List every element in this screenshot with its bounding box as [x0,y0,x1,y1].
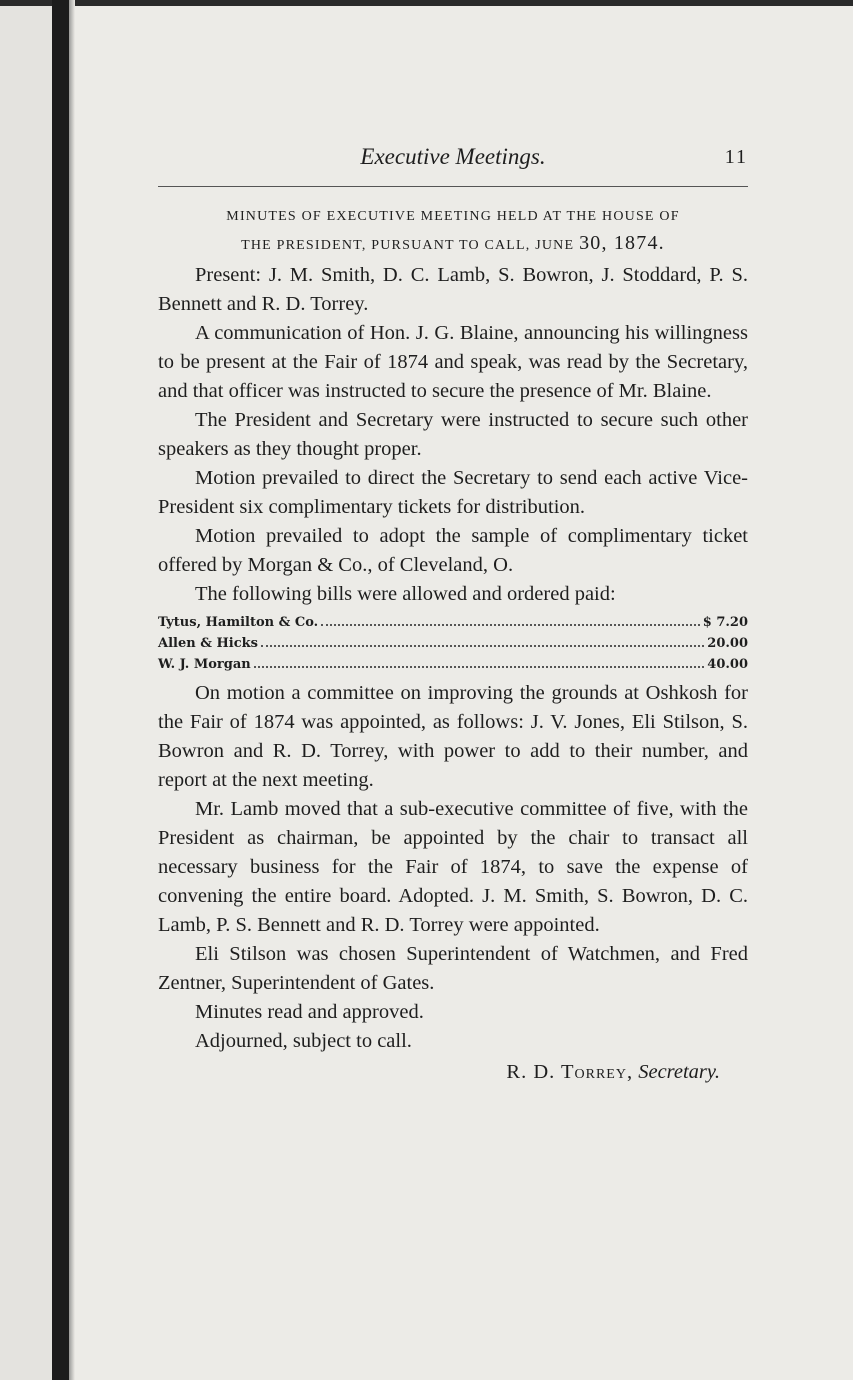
signature-name: R. D. Torrey, [506,1061,634,1083]
bills-list [158,612,748,675]
title-line-2-text: THE PRESIDENT, PURSUANT TO CALL, JUNE [241,238,575,253]
paragraph-blaine: A communication of Hon. J. G. Blaine, announcing his willingness to be present at the Fair of 1874 and speak, was read by the Secretary, and that officer was instructed to secure the presence of Mr. Blaine. [158,322,748,402]
bill-amount: 20.00 [707,636,748,651]
title-date: 30, 1874. [579,232,665,254]
bill-row [158,633,748,654]
paragraph-sample-ticket: Motion prevailed to adopt the sample of complimentary ticket offered by Morgan & Co., of Cleveland, O. [158,525,748,576]
paragraph-superintendents: Eli Stilson was chosen Superintendent of Watchmen, and Fred Zentner, Superintendent of Gates. [158,943,748,994]
page-left-margin [0,0,52,1380]
bill-row [158,654,748,675]
signature [158,1058,748,1087]
bill-amount: $ 7.20 [702,615,748,630]
minutes-title [158,203,748,259]
page-body [158,203,748,1087]
running-head: Executive Meetings. [360,144,546,169]
bill-name: Tytus, Hamilton & Co. [158,615,319,630]
paragraph-minutes-approved: Minutes read and approved. [195,1001,424,1023]
page-top-edge [0,0,853,6]
page-header [158,144,748,174]
paragraph-speakers: The President and Secretary were instructed to secure such other speakers as they thought proper. [158,409,748,460]
bill-name: W. J. Morgan [158,657,251,672]
paragraph-sub-executive: Mr. Lamb moved that a sub-executive committee of five, with the President as chairman, be appointed by the chair to transact all necessary business for the Fair of 1874, to save the expense of convening the entire board. Adopted. J. M. Smith, S. Bowron, D. C. Lamb, P. S. Bennett and R. D. Torrey were appointed. [158,798,748,936]
leader-dots [321,624,700,626]
title-line-2 [158,230,748,259]
spine-shadow [69,0,75,1380]
page-number: 11 [724,146,748,168]
paragraph-adjourned: Adjourned, subject to call. [195,1030,412,1052]
bill-name: Allen & Hicks [158,636,258,651]
paragraph-tickets: Motion prevailed to direct the Secretary to send each active Vice-President six complimentary tickets for distribution. [158,467,748,518]
title-line-1: MINUTES OF EXECUTIVE MEETING HELD AT THE HOUSE OF [226,209,680,224]
signature-role: Secretary. [638,1061,720,1083]
book-spine [52,0,69,1380]
leader-dots [254,666,705,668]
paragraph-grounds-committee: On motion a committee on improving the grounds at Oshkosh for the Fair of 1874 was appointed, as follows: J. V. Jones, Eli Stilson, S. Bowron and R. D. Torrey, with power to add to their number, and report at the next meeting. [158,682,748,791]
bill-row [158,612,748,633]
paragraph-bills-intro: The following bills were allowed and ordered paid: [195,583,616,605]
paragraph-present: Present: J. M. Smith, D. C. Lamb, S. Bowron, J. Stoddard, P. S. Bennett and R. D. Torrey. [158,264,748,315]
header-rule [158,186,748,187]
bill-amount: 40.00 [707,657,748,672]
leader-dots [261,645,704,647]
